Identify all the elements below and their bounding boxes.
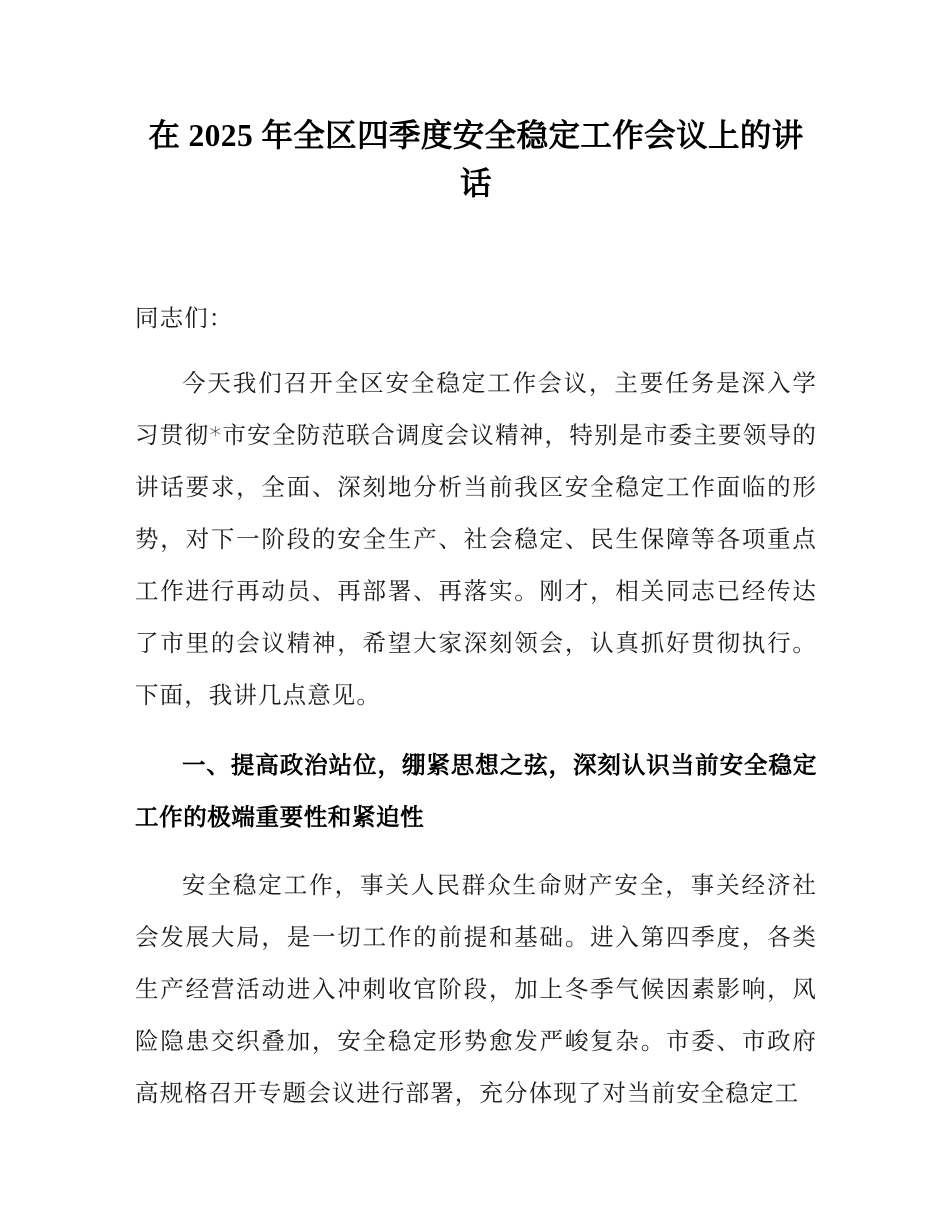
document-title: 在 2025 年全区四季度安全稳定工作会议上的讲话 [148,118,804,201]
opening-paragraph: 今天我们召开全区安全稳定工作会议，主要任务是深入学习贯彻*市安全防范联合调度会议精神，特别是市委主要领导的讲话要求，全面、深刻地分析当前我区安全稳定工作面临的形势，对下一阶段的安全生产、社会稳定、民生保障等各项重点工作进行再动员、再部署、再落实。刚才，相关同志已经传达了市里的会议精神，希望大家深刻领会，认真抓好贯彻执行。下面，我讲几点意见。 [135,369,817,709]
document-body [135,0,817,1119]
section-one-paragraph: 安全稳定工作，事关人民群众生命财产安全，事关经济社会发展大局，是一切工作的前提和基础。进入第四季度，各类生产经营活动进入冲刺收官阶段，加上冬季气候因素影响，风险隐患交织叠加，安全稳定形势愈发严峻复杂。市委、市政府高规格召开专题会议进行部署，充分体现了对当前安全稳定工 [135,871,817,1107]
salutation: 同志们： [135,304,234,332]
section-one-heading: 一、提高政治站位，绷紧思想之弦，深刻认识当前安全稳定工作的极端重要性和紧迫性 [135,751,817,831]
